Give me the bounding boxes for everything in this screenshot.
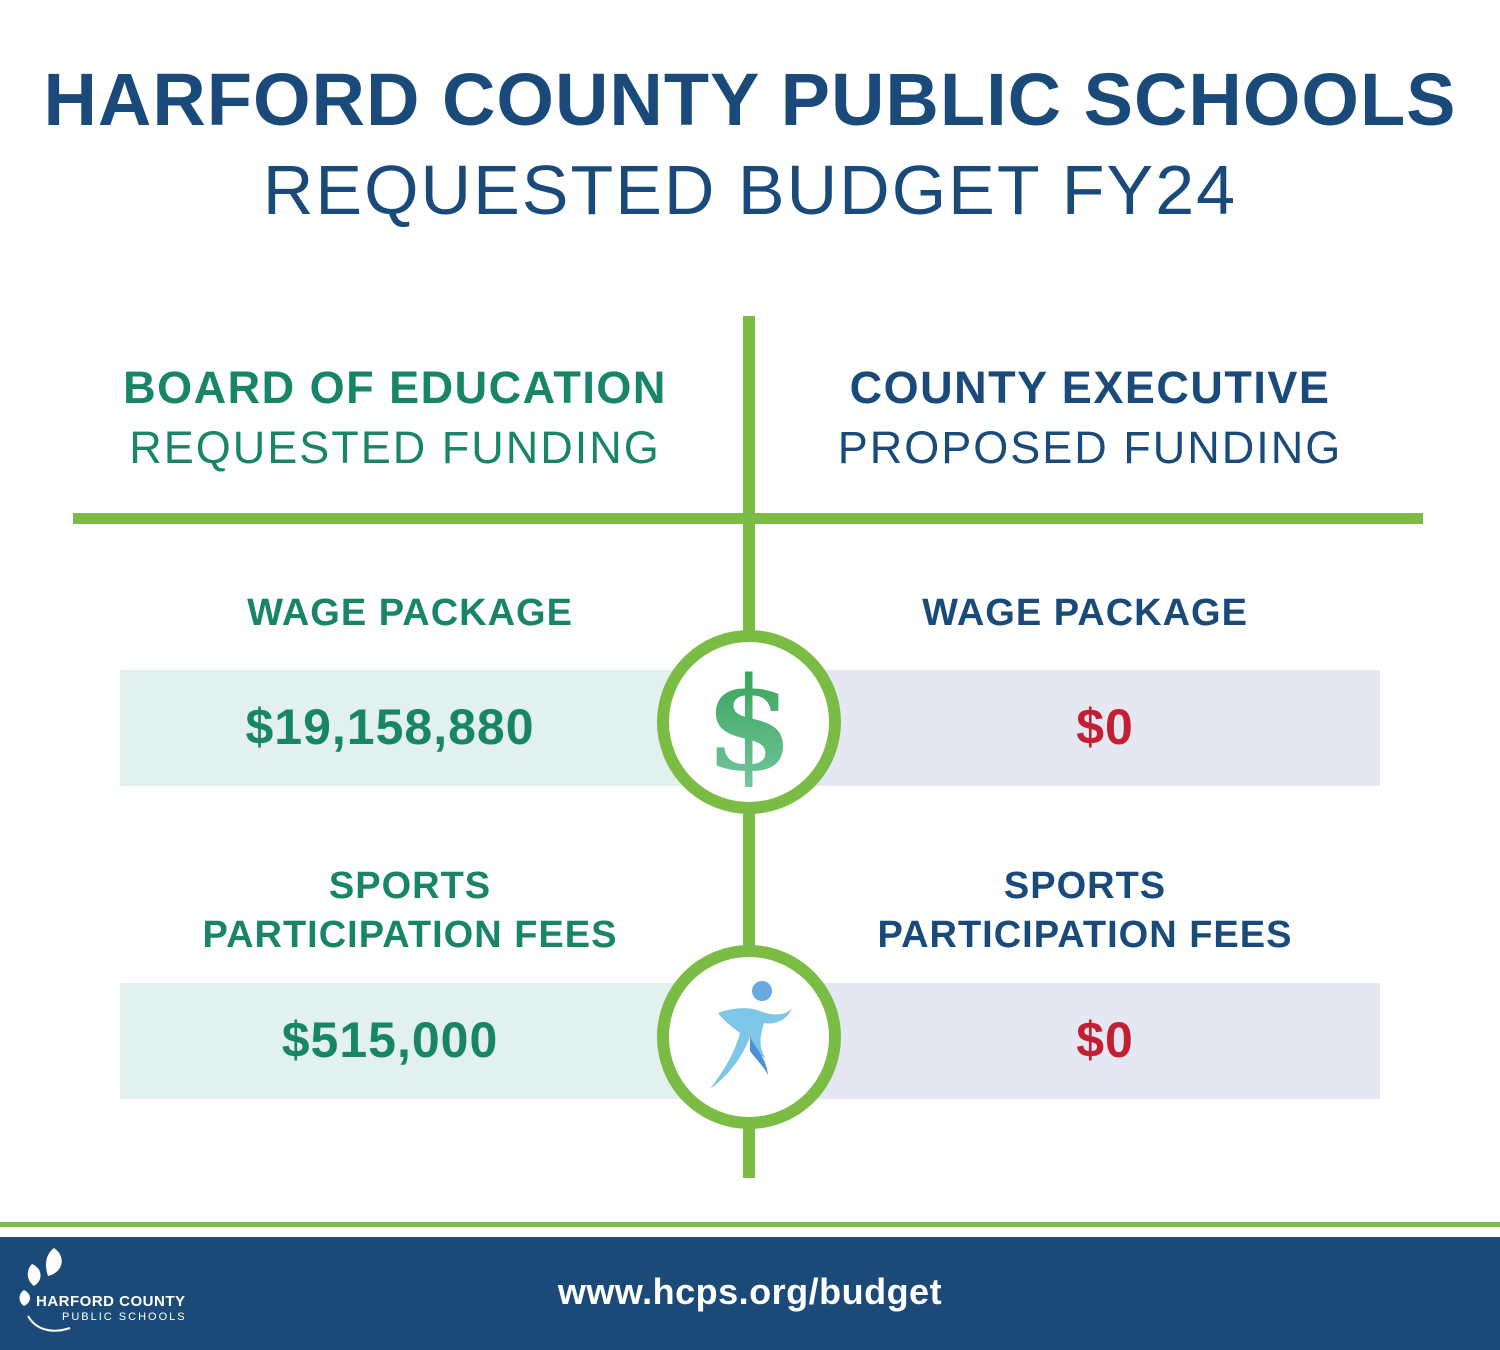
svg-text:$: $ xyxy=(704,657,794,787)
left-wage-label: WAGE PACKAGE xyxy=(247,592,573,634)
right-wage-amount: $0 xyxy=(1076,699,1134,755)
page-subtitle: REQUESTED BUDGET FY24 xyxy=(262,151,1238,229)
right-wage-label: WAGE PACKAGE xyxy=(922,592,1248,634)
left-sports-amount: $515,000 xyxy=(281,1012,499,1068)
runner-icon xyxy=(694,977,804,1097)
left-heading-light: REQUESTED FUNDING xyxy=(129,422,661,473)
footer-accent-line xyxy=(0,1222,1500,1227)
right-heading-light: PROPOSED FUNDING xyxy=(837,422,1343,473)
right-heading-bold: COUNTY EXECUTIVE xyxy=(849,362,1331,413)
dollar-sign-icon xyxy=(704,657,794,787)
left-sports-label-2: PARTICIPATION FEES xyxy=(202,914,618,956)
right-sports-label-2: PARTICIPATION FEES xyxy=(877,914,1293,956)
left-wage-amount: $19,158,880 xyxy=(245,699,535,755)
left-heading-bold: BOARD OF EDUCATION xyxy=(123,362,667,413)
page-title: HARFORD COUNTY PUBLIC SCHOOLS xyxy=(43,58,1457,141)
left-sports-label-1: SPORTS xyxy=(328,865,492,907)
budget-url-link[interactable]: www.hcps.org/budget xyxy=(557,1271,943,1312)
logo-name: HARFORD COUNTY xyxy=(36,1293,186,1310)
logo-subtitle: PUBLIC SCHOOLS xyxy=(62,1311,187,1323)
right-sports-label-1: SPORTS xyxy=(1003,865,1167,907)
right-sports-amount: $0 xyxy=(1076,1012,1134,1068)
sports-icon-circle xyxy=(657,945,841,1129)
wage-icon-circle xyxy=(657,630,841,814)
horizontal-divider xyxy=(73,513,1423,524)
